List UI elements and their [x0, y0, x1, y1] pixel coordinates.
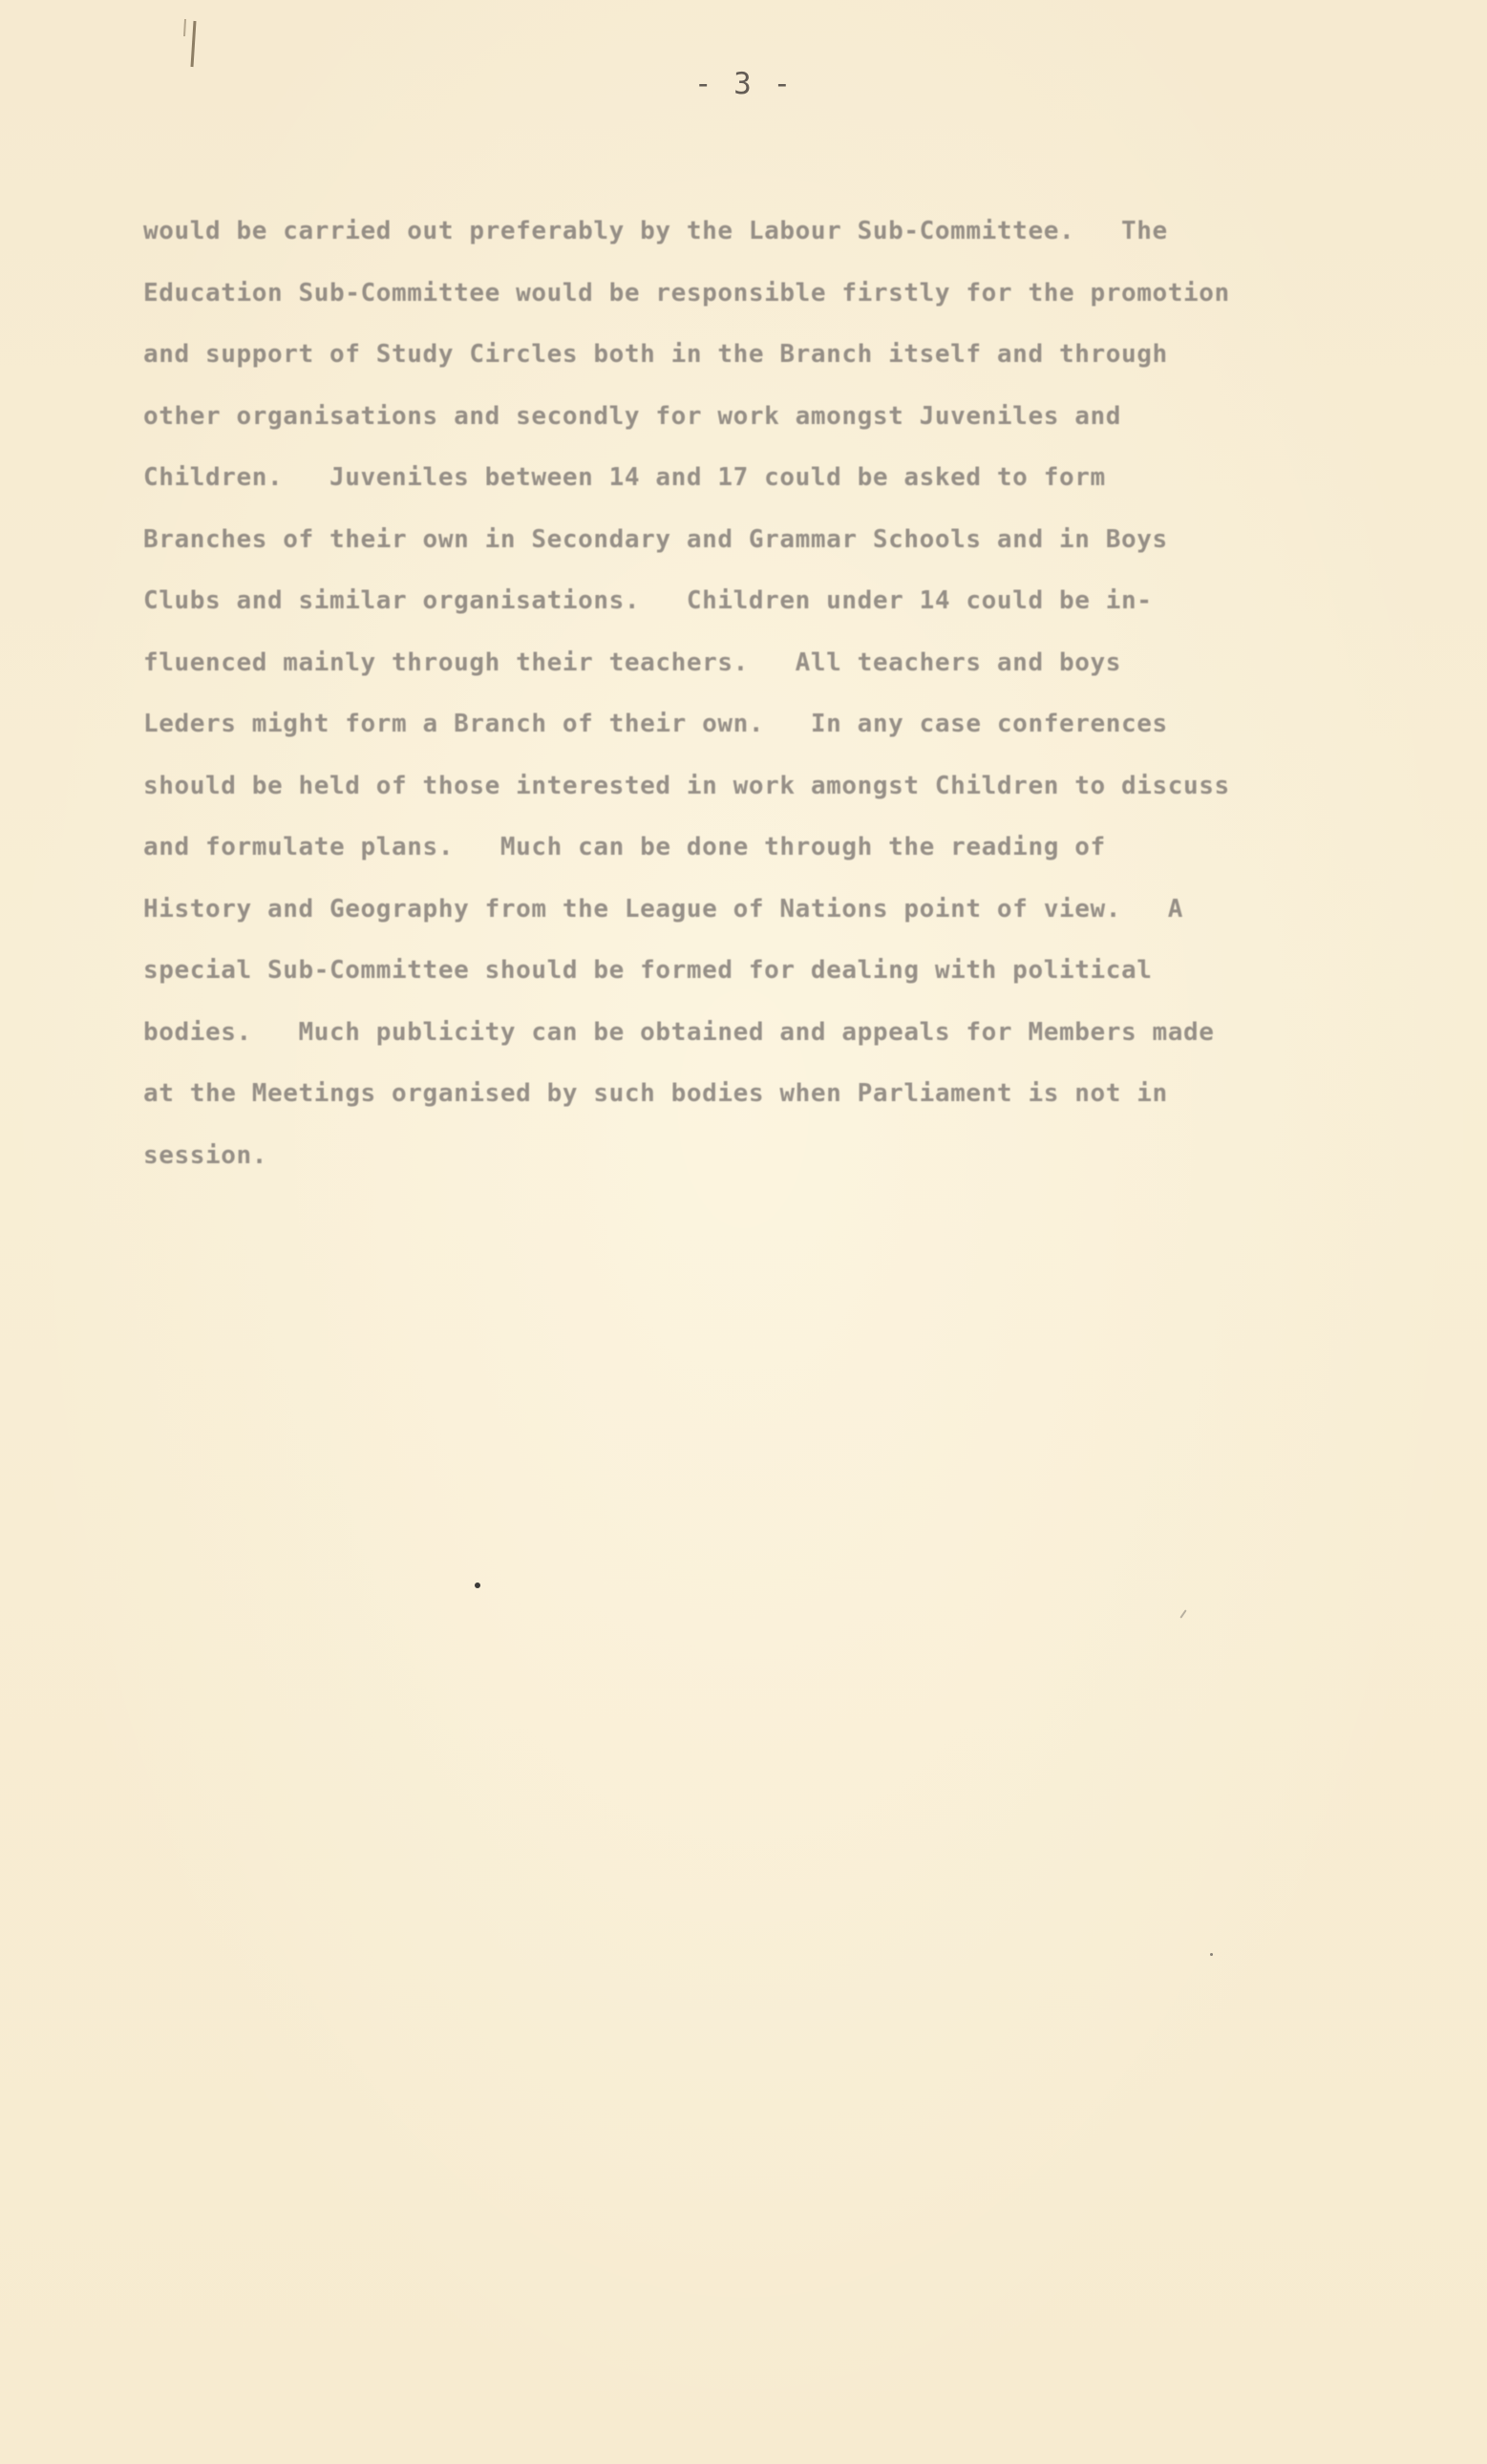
paper-speck: [1179, 1609, 1186, 1618]
body-line: History and Geography from the League of Nations point of view. A: [143, 894, 1183, 924]
body-line: Education Sub-Committee would be responsible firstly for the promotion: [143, 278, 1230, 308]
body-line: Branches of their own in Secondary and Grammar Schools and in Boys: [143, 524, 1168, 554]
page-number: - 3 -: [693, 67, 794, 101]
pencil-mark: [178, 17, 206, 74]
body-line: Clubs and similar organisations. Children under 14 could be in-: [143, 586, 1153, 615]
body-line: and formulate plans. Much can be done through the reading of: [143, 833, 1106, 861]
body-line: special Sub-Committee should be formed for dealing with political: [143, 956, 1153, 985]
body-line: session.: [143, 1140, 268, 1170]
paper-speck: [1210, 1953, 1213, 1956]
body-line: and support of Study Circles both in the Branch itself and through: [143, 340, 1168, 369]
body-line: bodies. Much publicity can be obtained and appeals for Members made: [143, 1017, 1215, 1047]
body-line: fluenced mainly through their teachers. All teachers and boys: [143, 648, 1121, 677]
typed-body-text: [143, 201, 1480, 1186]
paper-speck: [475, 1582, 480, 1588]
body-line: Children. Juveniles between 14 and 17 could be asked to form: [143, 463, 1106, 492]
body-line: other organisations and secondly for work amongst Juveniles and: [143, 401, 1121, 431]
body-line: Leders might form a Branch of their own. In any case conferences: [143, 710, 1168, 738]
body-line: should be held of those interested in work amongst Children to discuss: [143, 771, 1230, 800]
body-line: would be carried out preferably by the Labour Sub-Committee. The: [143, 217, 1168, 245]
body-line: at the Meetings organised by such bodies when Parliament is not in: [143, 1079, 1168, 1108]
